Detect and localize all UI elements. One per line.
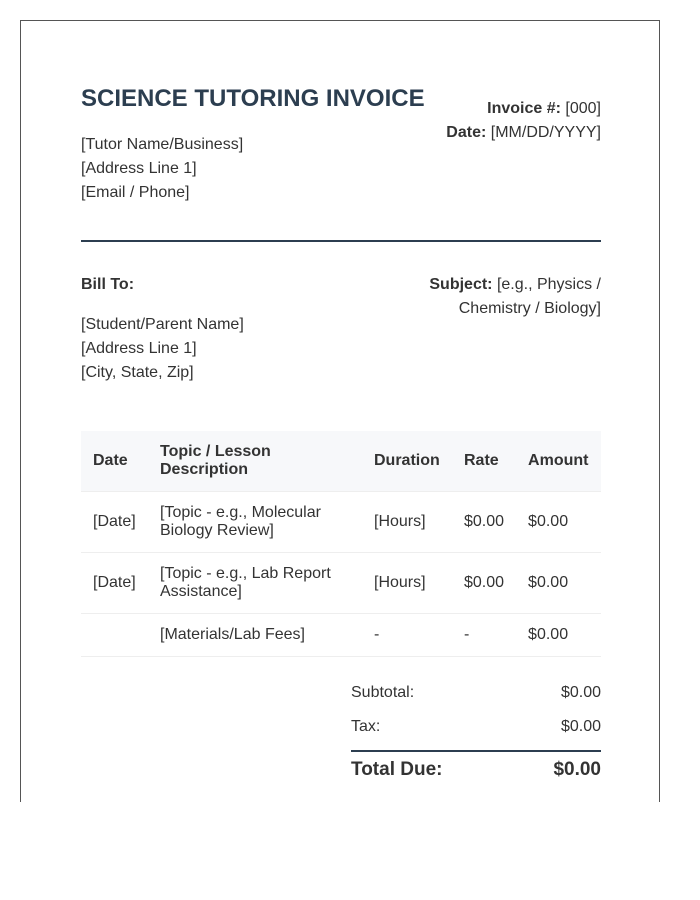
table-row bbox=[81, 492, 601, 553]
invoice-meta bbox=[446, 97, 601, 145]
row-topic: [Materials/Lab Fees] bbox=[148, 614, 362, 657]
col-topic: Topic / Lesson Description bbox=[148, 431, 362, 492]
total-due-row bbox=[351, 758, 601, 782]
tax-row bbox=[351, 715, 601, 749]
subtotal-row bbox=[351, 681, 601, 715]
row-date bbox=[81, 614, 148, 657]
invoice-page bbox=[20, 20, 660, 802]
bill-to-city: [City, State, Zip] bbox=[81, 364, 194, 381]
col-amount: Amount bbox=[516, 431, 601, 492]
row-rate: $0.00 bbox=[452, 492, 516, 553]
subtotal-value: $0.00 bbox=[560, 684, 601, 701]
tax-value: $0.00 bbox=[560, 718, 601, 735]
invoice-date-value: [MM/DD/YYYY] bbox=[490, 124, 601, 141]
col-date: Date bbox=[81, 431, 148, 492]
row-duration: - bbox=[362, 614, 452, 657]
row-duration: [Hours] bbox=[362, 492, 452, 553]
invoice-date-label: Date: bbox=[446, 124, 487, 141]
tutor-info bbox=[81, 133, 243, 205]
row-amount: $0.00 bbox=[516, 553, 601, 614]
invoice-number-label: Invoice #: bbox=[487, 100, 561, 117]
row-date: [Date] bbox=[81, 492, 148, 553]
bill-to-name: [Student/Parent Name] bbox=[81, 316, 244, 333]
tutor-address: [Address Line 1] bbox=[81, 160, 197, 177]
row-duration: [Hours] bbox=[362, 553, 452, 614]
invoice-number bbox=[446, 97, 601, 121]
col-rate: Rate bbox=[452, 431, 516, 492]
line-items-table bbox=[81, 431, 601, 657]
col-duration: Duration bbox=[362, 431, 452, 492]
totals-divider bbox=[351, 750, 601, 752]
row-date: [Date] bbox=[81, 553, 148, 614]
tutor-contact: [Email / Phone] bbox=[81, 184, 190, 201]
row-rate: - bbox=[452, 614, 516, 657]
row-rate: $0.00 bbox=[452, 553, 516, 614]
subject bbox=[401, 273, 601, 321]
table-row bbox=[81, 614, 601, 657]
total-due-value: $0.00 bbox=[553, 759, 601, 780]
invoice-title: SCIENCE TUTORING INVOICE bbox=[81, 85, 425, 112]
tax-label: Tax: bbox=[351, 718, 381, 735]
subject-label: Subject: bbox=[429, 276, 493, 293]
subtotal-label: Subtotal: bbox=[351, 684, 415, 701]
bill-to-address: [Address Line 1] bbox=[81, 340, 197, 357]
tutor-name: [Tutor Name/Business] bbox=[81, 136, 244, 153]
table-row bbox=[81, 553, 601, 614]
bill-to-label: Bill To: bbox=[81, 276, 135, 293]
invoice-number-value: [000] bbox=[565, 100, 601, 117]
bill-to-info bbox=[81, 313, 244, 385]
row-topic: [Topic - e.g., Molecular Biology Review] bbox=[148, 492, 362, 553]
row-amount: $0.00 bbox=[516, 492, 601, 553]
invoice-date bbox=[446, 121, 601, 145]
row-topic: [Topic - e.g., Lab Report Assistance] bbox=[148, 553, 362, 614]
totals-section bbox=[351, 681, 601, 782]
row-amount: $0.00 bbox=[516, 614, 601, 657]
total-due-label: Total Due: bbox=[351, 759, 443, 780]
header-divider bbox=[81, 240, 601, 242]
subject-value: [e.g., Physics / Chemistry / Biology] bbox=[458, 276, 601, 317]
table-header-row bbox=[81, 431, 601, 492]
